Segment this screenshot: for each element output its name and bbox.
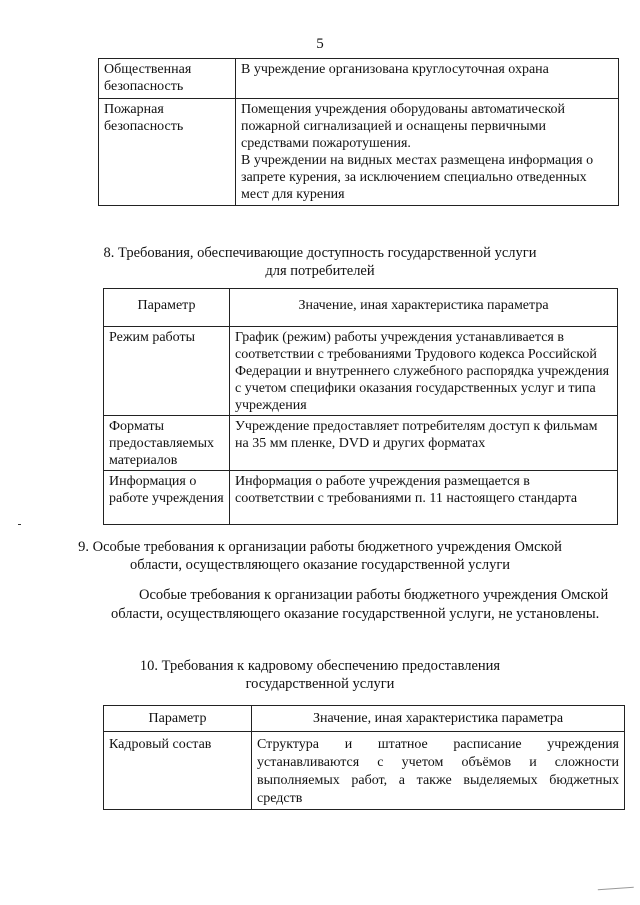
- param-cell: Форматы предоставляемых материалов: [104, 416, 230, 471]
- header-value: Значение, иная характеристика параметра: [252, 706, 625, 732]
- accessibility-table: [103, 288, 618, 525]
- scan-mark: [18, 524, 21, 525]
- heading-line: 8. Требования, обеспечивающие доступность государственной услуги: [103, 245, 537, 261]
- value-text: В учреждении на видных местах размещена информация о запрете курения, за исключением специально отведенных мест для курения: [241, 153, 594, 202]
- param-cell: Общественная безопасность: [99, 59, 236, 99]
- value-cell: Информация о работе учреждения размещается в соответствии с требованиями п. 11 настоящего стандарта: [230, 471, 618, 525]
- section-8-heading: [0, 244, 640, 280]
- param-cell: Режим работы: [104, 327, 230, 416]
- scan-artifact: [598, 887, 634, 896]
- section-10-heading: [0, 657, 640, 693]
- header-param: Параметр: [104, 706, 252, 732]
- section-9-paragraph: Особые требования к организации работы бюджетного учреждения Омской области, осуществляющего оказание государственной услуги, не установлены.: [111, 587, 609, 622]
- heading-line: государственной услуги: [245, 676, 395, 692]
- param-cell: Пожарная безопасность: [99, 99, 236, 206]
- value-text: Помещения учреждения оборудованы автоматической пожарной сигнализацией и оснащены первичными средствами пожаротушения.: [241, 102, 566, 151]
- section-9-heading: [0, 538, 640, 574]
- safety-table: [98, 58, 619, 206]
- header-param: Параметр: [104, 289, 230, 327]
- table-row: [99, 59, 619, 99]
- value-cell: График (режим) работы учреждения устанавливается в соответствии с требованиями Трудового кодекса Российской Федерации и внутреннего служебного распорядка учреждения с учетом специфики оказания государственных услуг и типа учреждения: [230, 327, 618, 416]
- param-cell: Информация о работе учреждения: [104, 471, 230, 525]
- value-cell: Учреждение предоставляет потребителям доступ к фильмам на 35 мм пленке, DVD и других форматах: [230, 416, 618, 471]
- value-cell: В учреждение организована круглосуточная охрана: [236, 59, 619, 99]
- heading-line: 10. Требования к кадровому обеспечению предоставления: [139, 658, 501, 674]
- table-row: [104, 327, 618, 416]
- heading-line: области, осуществляющего оказание государственной услуги: [129, 557, 511, 573]
- table-header-row: [104, 289, 618, 327]
- table-row: [104, 732, 625, 810]
- page-number: 5: [316, 36, 324, 52]
- table-header-row: [104, 706, 625, 732]
- header-value: Значение, иная характеристика параметра: [230, 289, 618, 327]
- staffing-table: [103, 705, 625, 810]
- param-cell: Кадровый состав: [104, 732, 252, 810]
- table-row: [104, 416, 618, 471]
- table-row: [99, 99, 619, 206]
- value-cell: [236, 99, 619, 206]
- heading-line: 9. Особые требования к организации работы бюджетного учреждения Омской: [78, 539, 562, 555]
- value-cell: Структура и штатное расписание учреждения устанавливаются с учетом объёмов и сложности выполняемых работ, а также выделяемых бюджетных средств: [252, 732, 625, 810]
- heading-line: для потребителей: [265, 263, 375, 279]
- table-row: [104, 471, 618, 525]
